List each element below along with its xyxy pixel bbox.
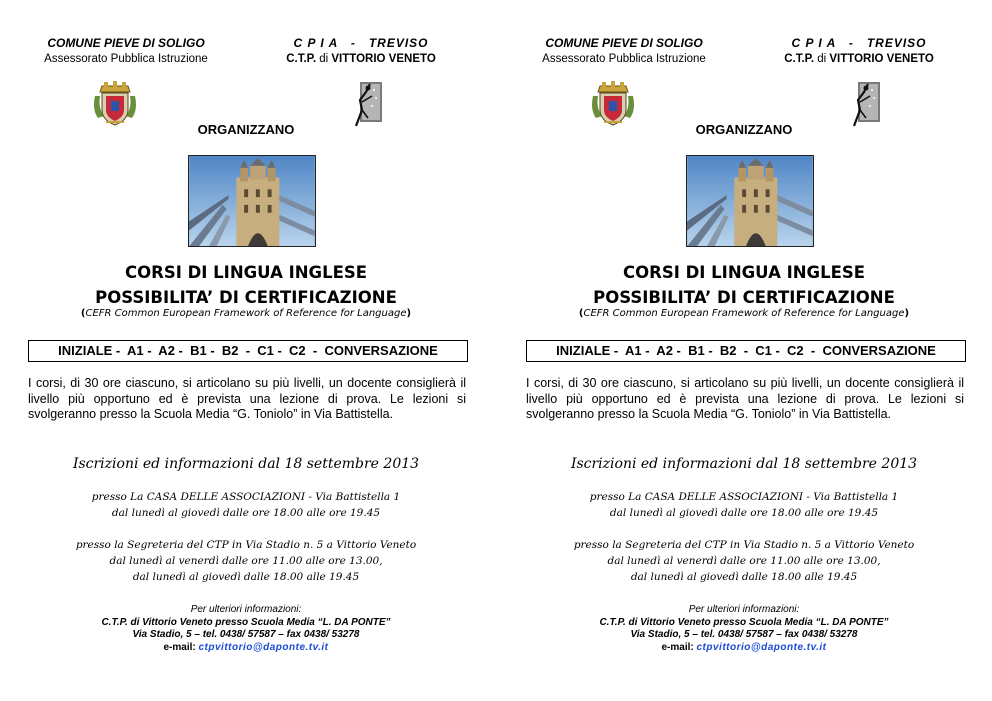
cefr-note: (CEFR Common European Framework of Reference for Language): [578, 308, 910, 319]
contact-phone: Via Stadio, 5 – tel. 0438/ 57587 – fax 0438/ 53278: [132, 629, 360, 640]
coat-of-arms-icon: [590, 80, 636, 128]
comune-title: COMUNE PIEVE DI SOLIGO: [47, 36, 205, 50]
cpia-title: C P I A - TREVISO: [293, 36, 429, 50]
levels-box: INIZIALE - A1 - A2 - B1 - B2 - C1 - C2 - CONVERSAZIONE: [28, 340, 468, 362]
organizzano-heading: ORGANIZZANO: [197, 122, 295, 137]
location-segreteria-ctp: presso la Segreteria del CTP in Via Stadio n. 5 a Vittorio Veneto dal lunedì al venerdì dalle ore 11.00 alle ore 13.00, dal lunedì al giovedì dalle 18.00 alle 19.45: [573, 539, 915, 583]
ctp-logo-icon: [848, 80, 882, 128]
header-cpia: [770, 36, 948, 68]
contact-school: C.T.P. di Vittorio Veneto presso Scuola Media “L. DA PONTE”: [101, 616, 391, 628]
cpia-subtitle: C.T.P. di VITTORIO VENETO: [286, 53, 436, 65]
cefr-note: (CEFR Common European Framework of Reference for Language): [80, 308, 412, 319]
course-title-line1: CORSI DI LINGUA INGLESE: [622, 263, 866, 282]
course-title: [26, 260, 466, 310]
enrollment-heading: Iscrizioni ed informazioni dal 18 settembre 2013: [570, 456, 918, 472]
flyer-right: [524, 0, 964, 701]
location-casa-associazioni: presso La CASA DELLE ASSOCIAZIONI - Via Battistella 1 dal lunedì al giovedì dalle ore 18.00 alle ore 19.45: [91, 491, 401, 519]
location-segreteria-ctp: presso la Segreteria del CTP in Via Stadio n. 5 a Vittorio Veneto dal lunedì al venerdì dalle ore 11.00 alle ore 13.00, dal lunedì al giovedì dalle 18.00 alle 19.45: [75, 539, 417, 583]
course-title-line2: POSSIBILITA’ DI CERTIFICAZIONE: [593, 288, 895, 307]
header-comune: [524, 36, 724, 68]
header-comune: [26, 36, 226, 68]
course-description: I corsi, di 30 ore ciascuno, si articolano su più livelli, un docente consiglierà il livello più opportuno ed è prevista una lezione di prova. Le lezioni si svolgeranno presso la Scuola Media “G. Toniolo” in Via Battistella.: [526, 376, 964, 421]
header-cpia: [272, 36, 450, 68]
cpia-subtitle: C.T.P. di VITTORIO VENETO: [784, 53, 934, 65]
contact-phone: Via Stadio, 5 – tel. 0438/ 57587 – fax 0438/ 53278: [630, 629, 858, 640]
levels-box: INIZIALE - A1 - A2 - B1 - B2 - C1 - C2 - CONVERSAZIONE: [526, 340, 966, 362]
contact-school: C.T.P. di Vittorio Veneto presso Scuola Media “L. DA PONTE”: [599, 616, 889, 628]
email-link[interactable]: ctpvittorio@daponte.tv.it: [198, 641, 329, 653]
location-casa-associazioni: presso La CASA DELLE ASSOCIAZIONI - Via Battistella 1 dal lunedì al giovedì dalle ore 18.00 alle ore 19.45: [589, 491, 899, 519]
flyer-left: [26, 0, 466, 701]
organizzano-heading: ORGANIZZANO: [695, 122, 793, 137]
comune-subtitle: Assessorato Pubblica Istruzione: [542, 53, 706, 65]
comune-subtitle: Assessorato Pubblica Istruzione: [44, 53, 208, 65]
contact-info: [524, 604, 964, 654]
course-title: [524, 260, 964, 310]
coat-of-arms-icon: [92, 80, 138, 128]
enrollment-heading: Iscrizioni ed informazioni dal 18 settembre 2013: [72, 456, 420, 472]
contact-email-line: e-mail: ctpvittorio@daponte.tv.it: [163, 641, 329, 653]
comune-title: COMUNE PIEVE DI SOLIGO: [545, 36, 703, 50]
course-title-line1: CORSI DI LINGUA INGLESE: [124, 263, 368, 282]
contact-info: [26, 604, 466, 654]
cpia-title: C P I A - TREVISO: [791, 36, 927, 50]
course-title-line2: POSSIBILITA’ DI CERTIFICAZIONE: [95, 288, 397, 307]
tower-bridge-photo: [188, 155, 316, 247]
contact-intro: Per ulteriori informazioni:: [688, 604, 800, 615]
ctp-logo-icon: [350, 80, 384, 128]
email-link[interactable]: ctpvittorio@daponte.tv.it: [696, 641, 827, 653]
tower-bridge-photo: [686, 155, 814, 247]
course-description: I corsi, di 30 ore ciascuno, si articolano su più livelli, un docente consiglierà il livello più opportuno ed è prevista una lezione di prova. Le lezioni si svolgeranno presso la Scuola Media “G. Toniolo” in Via Battistella.: [28, 376, 466, 421]
contact-email-line: e-mail: ctpvittorio@daponte.tv.it: [661, 641, 827, 653]
contact-intro: Per ulteriori informazioni:: [190, 604, 302, 615]
